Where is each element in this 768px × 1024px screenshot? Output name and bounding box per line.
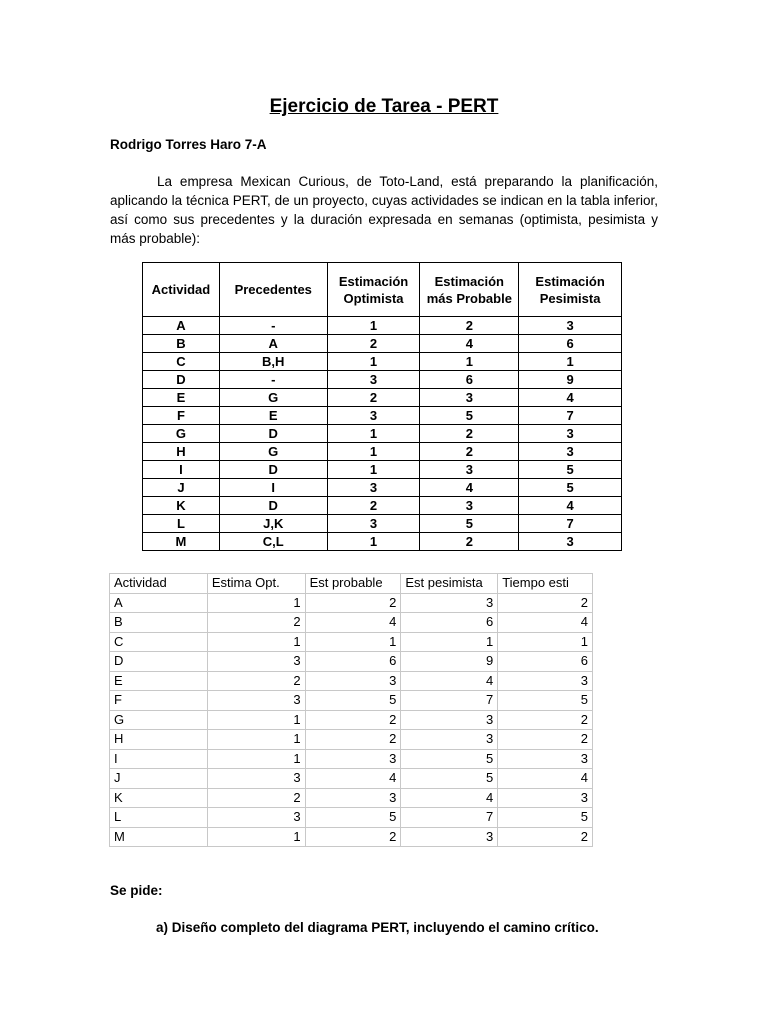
table-row (143, 515, 622, 533)
table-row (143, 317, 622, 335)
table-cell: 3 (519, 425, 622, 443)
table-cell: M (143, 533, 220, 551)
table-cell: G (110, 710, 208, 730)
table-cell: 2 (305, 730, 401, 750)
estimates-header-cell: Estima Opt. (207, 574, 305, 594)
table-cell: C (143, 353, 220, 371)
table-cell: D (219, 461, 327, 479)
estimates-header-cell: Est probable (305, 574, 401, 594)
table-cell: J (143, 479, 220, 497)
table-cell: A (143, 317, 220, 335)
table-cell: I (219, 479, 327, 497)
table-cell: 2 (498, 710, 593, 730)
table-cell: 3 (498, 671, 593, 691)
table-row (143, 425, 622, 443)
table-cell: 5 (305, 691, 401, 711)
estimates-header-cell: Tiempo esti (498, 574, 593, 594)
table-cell: B (143, 335, 220, 353)
table-cell: 9 (401, 652, 498, 672)
table-cell: 2 (498, 827, 593, 847)
task-item-a: a) Diseño completo del diagrama PERT, incluyendo el camino crítico. (156, 920, 599, 935)
table-cell: E (110, 671, 208, 691)
activities-header-cell: Actividad (143, 263, 220, 317)
activities-header-cell: Precedentes (219, 263, 327, 317)
table-cell: 6 (305, 652, 401, 672)
table-row (110, 730, 593, 750)
table-cell: 1 (519, 353, 622, 371)
table-cell: 3 (401, 827, 498, 847)
table-cell: 4 (401, 788, 498, 808)
table-cell: D (143, 371, 220, 389)
table-cell: 3 (519, 533, 622, 551)
table-cell: 7 (519, 407, 622, 425)
table-cell: C,L (219, 533, 327, 551)
table-cell: 3 (305, 749, 401, 769)
table-cell: 3 (305, 788, 401, 808)
table-row (143, 461, 622, 479)
table-cell: 1 (207, 593, 305, 613)
table-row (143, 533, 622, 551)
tasks-heading: Se pide: (110, 883, 163, 898)
table-cell: 3 (420, 389, 519, 407)
table-row (143, 335, 622, 353)
table-cell: 3 (498, 749, 593, 769)
table-cell: - (219, 317, 327, 335)
table-cell: 3 (207, 652, 305, 672)
table-cell: B (110, 613, 208, 633)
table-cell: K (110, 788, 208, 808)
table-cell: 4 (519, 389, 622, 407)
table-cell: 1 (305, 632, 401, 652)
table-cell: 2 (305, 827, 401, 847)
table-cell: 3 (401, 730, 498, 750)
table-row (143, 353, 622, 371)
table-cell: 6 (519, 335, 622, 353)
table-cell: 5 (305, 808, 401, 828)
table-cell: 2 (327, 389, 420, 407)
table-cell: 2 (305, 710, 401, 730)
table-cell: D (110, 652, 208, 672)
estimates-table (109, 573, 593, 847)
table-cell: M (110, 827, 208, 847)
table-cell: F (110, 691, 208, 711)
table-cell: H (143, 443, 220, 461)
table-row (143, 407, 622, 425)
table-cell: 5 (519, 461, 622, 479)
table-cell: 1 (207, 710, 305, 730)
estimates-table-header (110, 574, 593, 594)
table-cell: 1 (420, 353, 519, 371)
table-row (110, 788, 593, 808)
table-cell: D (219, 497, 327, 515)
table-row (110, 691, 593, 711)
table-cell: 3 (327, 515, 420, 533)
table-row (143, 479, 622, 497)
table-cell: F (143, 407, 220, 425)
table-cell: D (219, 425, 327, 443)
table-cell: 2 (207, 671, 305, 691)
table-cell: 5 (401, 769, 498, 789)
table-cell: H (110, 730, 208, 750)
table-row (143, 389, 622, 407)
table-row (110, 710, 593, 730)
table-cell: 4 (498, 613, 593, 633)
table-row (110, 749, 593, 769)
table-cell: 2 (327, 335, 420, 353)
table-cell: 3 (519, 443, 622, 461)
intro-paragraph: La empresa Mexican Curious, de Toto-Land, está preparando la planificación, aplicando la técnica PERT, de un proyecto, cuyas actividades se indican en la tabla inferior, así como sus precedentes y la duración expresada en semanas (optimista, pesimista y más probable): (110, 174, 658, 246)
table-cell: 6 (401, 613, 498, 633)
table-cell: 3 (207, 691, 305, 711)
table-cell: 3 (401, 710, 498, 730)
estimates-header-cell: Est pesimista (401, 574, 498, 594)
table-cell: 3 (327, 371, 420, 389)
table-cell: L (110, 808, 208, 828)
table-cell: G (219, 443, 327, 461)
author-line: Rodrigo Torres Haro 7-A (110, 137, 267, 152)
table-cell: G (143, 425, 220, 443)
table-cell: 2 (327, 497, 420, 515)
table-cell: 2 (420, 425, 519, 443)
table-cell: 7 (401, 691, 498, 711)
table-cell: 5 (420, 515, 519, 533)
table-cell: L (143, 515, 220, 533)
table-cell: - (219, 371, 327, 389)
table-cell: 1 (207, 730, 305, 750)
table-cell: 4 (305, 613, 401, 633)
table-cell: 3 (401, 593, 498, 613)
table-cell: 2 (207, 788, 305, 808)
table-cell: 1 (327, 533, 420, 551)
activities-header-cell: Estimación Optimista (327, 263, 420, 317)
table-cell: 4 (401, 671, 498, 691)
table-cell: A (219, 335, 327, 353)
table-cell: 5 (420, 407, 519, 425)
table-cell: 1 (207, 632, 305, 652)
table-cell: 5 (498, 691, 593, 711)
activities-header-cell: Estimación más Probable (420, 263, 519, 317)
activities-header-cell: Estimación Pesimista (519, 263, 622, 317)
table-cell: 3 (207, 808, 305, 828)
table-cell: C (110, 632, 208, 652)
table-cell: 3 (305, 671, 401, 691)
table-cell: 1 (207, 827, 305, 847)
table-cell: I (110, 749, 208, 769)
table-cell: 1 (207, 749, 305, 769)
table-cell: 2 (420, 533, 519, 551)
table-cell: 2 (420, 317, 519, 335)
table-cell: 3 (327, 407, 420, 425)
table-cell: 1 (327, 443, 420, 461)
table-cell: 6 (420, 371, 519, 389)
table-cell: 3 (498, 788, 593, 808)
table-row (110, 769, 593, 789)
table-row (143, 371, 622, 389)
table-cell: 1 (327, 425, 420, 443)
table-cell: J,K (219, 515, 327, 533)
table-cell: J (110, 769, 208, 789)
table-cell: 4 (519, 497, 622, 515)
table-cell: A (110, 593, 208, 613)
table-cell: 2 (305, 593, 401, 613)
table-row (110, 593, 593, 613)
table-cell: 5 (519, 479, 622, 497)
table-cell: 1 (498, 632, 593, 652)
table-cell: 6 (498, 652, 593, 672)
table-row (110, 613, 593, 633)
table-cell: 2 (420, 443, 519, 461)
table-cell: 1 (327, 353, 420, 371)
table-cell: 1 (327, 317, 420, 335)
table-cell: B,H (219, 353, 327, 371)
table-cell: K (143, 497, 220, 515)
table-cell: 4 (420, 335, 519, 353)
table-cell: 2 (498, 593, 593, 613)
table-cell: 2 (498, 730, 593, 750)
activities-table-header (143, 263, 622, 317)
table-cell: E (143, 389, 220, 407)
table-row (110, 652, 593, 672)
table-cell: 2 (207, 613, 305, 633)
table-row (143, 497, 622, 515)
table-cell: 5 (498, 808, 593, 828)
table-cell: I (143, 461, 220, 479)
table-cell: 3 (207, 769, 305, 789)
document-title: Ejercicio de Tarea - PERT (269, 96, 499, 117)
table-row (110, 632, 593, 652)
table-row (143, 443, 622, 461)
table-cell: 5 (401, 749, 498, 769)
table-cell: 3 (519, 317, 622, 335)
table-cell: 3 (327, 479, 420, 497)
table-cell: 3 (420, 497, 519, 515)
table-cell: 4 (305, 769, 401, 789)
activities-table (142, 262, 622, 551)
table-cell: 7 (519, 515, 622, 533)
table-row (110, 827, 593, 847)
estimates-header-cell: Actividad (110, 574, 208, 594)
table-row (110, 808, 593, 828)
table-cell: 3 (420, 461, 519, 479)
table-cell: 4 (498, 769, 593, 789)
table-cell: 1 (401, 632, 498, 652)
table-cell: 4 (420, 479, 519, 497)
table-cell: G (219, 389, 327, 407)
table-cell: E (219, 407, 327, 425)
table-cell: 1 (327, 461, 420, 479)
table-row (110, 671, 593, 691)
table-cell: 9 (519, 371, 622, 389)
table-cell: 7 (401, 808, 498, 828)
